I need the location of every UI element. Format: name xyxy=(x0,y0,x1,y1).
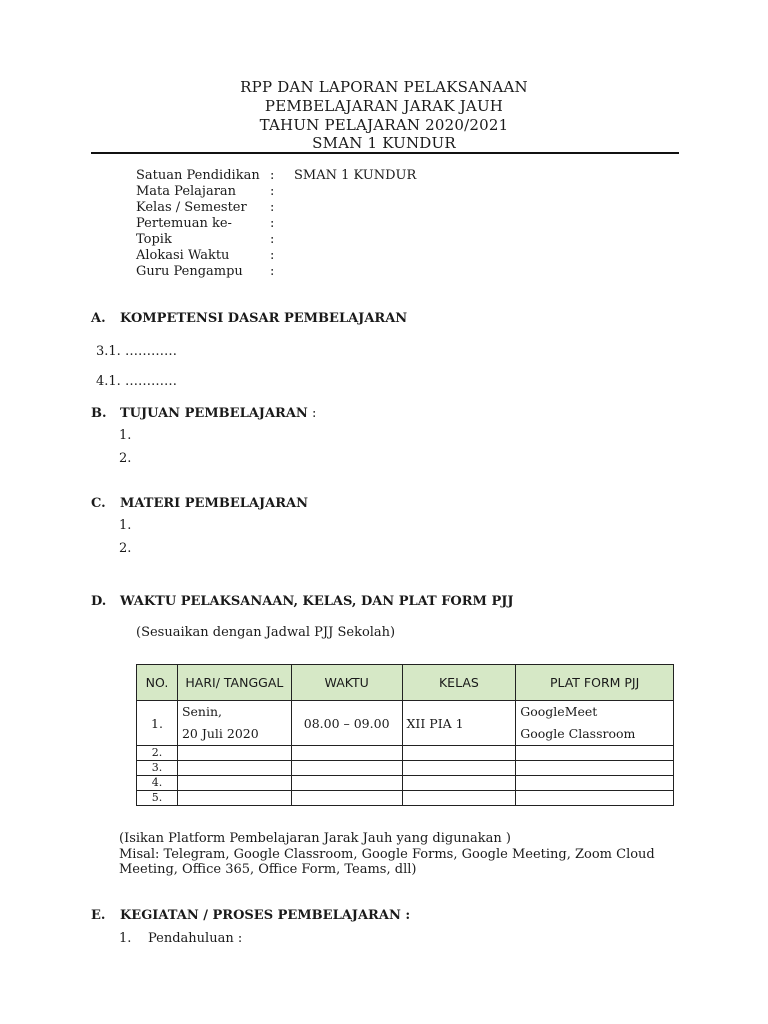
platform-note-line-1: (Isikan Platform Pembelajaran Jarak Jauh yang digunakan ) xyxy=(119,831,511,846)
schedule-header-row xyxy=(137,665,674,701)
section-e-title: KEGIATAN / PROSES PEMBELAJARAN : xyxy=(120,908,411,923)
section-a-letter: A. xyxy=(91,311,106,326)
identity-label: Pertemuan ke- xyxy=(136,216,232,231)
identity-label: Topik xyxy=(136,232,172,247)
table-row xyxy=(137,791,674,806)
cell-no: 2. xyxy=(137,746,178,761)
table-row xyxy=(137,746,674,761)
section-c-letter: C. xyxy=(91,496,106,511)
doc-title-line-2: PEMBELAJARAN JARAK JAUH xyxy=(264,97,504,115)
table-cell xyxy=(516,761,674,776)
col-header-date: HARI/ TANGGAL xyxy=(177,665,291,701)
doc-title-line-1: RPP DAN LAPORAN PELAKSANAAN xyxy=(240,78,528,96)
table-cell xyxy=(516,791,674,806)
kegiatan-item-number: 1. xyxy=(119,931,132,946)
doc-title-line-3: TAHUN PELAJARAN 2020/2021 xyxy=(259,116,509,134)
table-row xyxy=(137,776,674,791)
platform-note-line-2: Misal: Telegram, Google Classroom, Google Forms, Google Meeting, Zoom Cloud xyxy=(119,847,655,862)
materi-item: 1. xyxy=(119,518,132,533)
table-cell xyxy=(291,761,402,776)
table-cell xyxy=(516,746,674,761)
col-header-no: NO. xyxy=(137,665,178,701)
kd-item: 4.1. ………… xyxy=(96,374,177,389)
identity-colon: : xyxy=(270,216,275,231)
section-d-title: WAKTU PELAKSANAAN, KELAS, DAN PLAT FORM PJJ xyxy=(120,594,514,609)
identity-colon: : xyxy=(270,232,275,247)
cell-no: 5. xyxy=(137,791,178,806)
doc-title-line-4: SMAN 1 KUNDUR xyxy=(312,134,456,152)
identity-label: Mata Pelajaran xyxy=(136,184,237,199)
table-cell xyxy=(402,746,516,761)
table-cell xyxy=(402,776,516,791)
platform-note-line-3: Meeting, Office 365, Office Form, Teams, dll) xyxy=(119,862,417,877)
table-cell xyxy=(177,746,291,761)
identity-colon: : xyxy=(270,184,275,199)
identity-label: Guru Pengampu xyxy=(136,264,243,279)
identity-colon: : xyxy=(270,248,275,263)
identity-colon: : xyxy=(270,264,275,279)
table-row xyxy=(137,701,674,746)
identity-value: SMAN 1 KUNDUR xyxy=(294,168,417,183)
section-e-letter: E. xyxy=(91,908,106,923)
materi-item: 2. xyxy=(119,541,132,556)
identity-label: Kelas / Semester xyxy=(136,200,247,215)
table-cell xyxy=(402,791,516,806)
identity-colon: : xyxy=(270,200,275,215)
kegiatan-item-label: Pendahuluan : xyxy=(148,931,243,946)
cell-class: XII PIA 1 xyxy=(402,701,516,746)
cell-platform-2: Google Classroom xyxy=(520,726,636,741)
section-b-suffix: : xyxy=(307,406,317,421)
cell-date xyxy=(177,701,291,746)
col-header-platform: PLAT FORM PJJ xyxy=(516,665,674,701)
cell-no: 1. xyxy=(137,701,178,746)
section-b-title: TUJUAN PEMBELAJARAN xyxy=(120,406,308,421)
table-cell xyxy=(177,791,291,806)
identity-colon: : xyxy=(270,168,275,183)
schedule-table xyxy=(136,664,674,806)
section-b-letter: B. xyxy=(91,406,107,421)
identity-label: Alokasi Waktu xyxy=(136,248,230,263)
table-cell xyxy=(291,791,402,806)
table-cell xyxy=(516,776,674,791)
cell-day: Senin, xyxy=(181,704,222,719)
identity-label: Satuan Pendidikan xyxy=(136,168,260,183)
section-c-title: MATERI PEMBELAJARAN xyxy=(120,496,308,511)
kd-item: 3.1. ………… xyxy=(96,344,177,359)
table-cell xyxy=(291,776,402,791)
col-header-class: KELAS xyxy=(402,665,516,701)
cell-platform-1: GoogleMeet xyxy=(520,704,598,719)
section-b-heading xyxy=(120,406,316,421)
table-cell xyxy=(177,776,291,791)
table-cell xyxy=(291,746,402,761)
col-header-time: WAKTU xyxy=(291,665,402,701)
cell-no: 3. xyxy=(137,761,178,776)
cell-time: 08.00 – 09.00 xyxy=(291,701,402,746)
section-d-letter: D. xyxy=(91,594,107,609)
cell-platform xyxy=(516,701,674,746)
section-a-title: KOMPETENSI DASAR PEMBELAJARAN xyxy=(120,311,408,326)
tujuan-item: 1. xyxy=(119,428,132,443)
cell-no: 4. xyxy=(137,776,178,791)
cell-date-value: 20 Juli 2020 xyxy=(181,726,259,741)
table-row xyxy=(137,761,674,776)
table-cell xyxy=(402,761,516,776)
schedule-note: (Sesuaikan dengan Jadwal PJJ Sekolah) xyxy=(136,625,396,640)
header-divider xyxy=(91,152,679,154)
table-cell xyxy=(177,761,291,776)
tujuan-item: 2. xyxy=(119,451,132,466)
